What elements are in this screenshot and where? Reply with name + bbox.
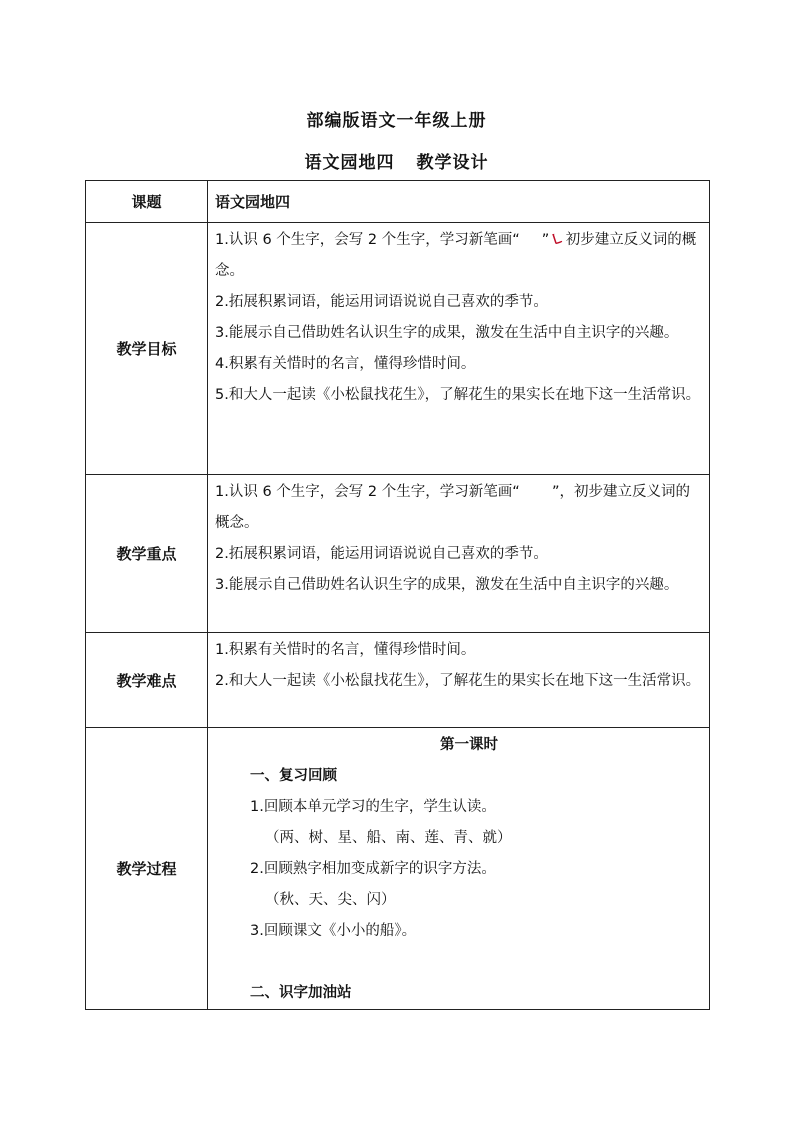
topic-cell — [208, 181, 710, 223]
difficulties-cell — [208, 633, 710, 728]
difficulty-2: 2.和大人一起读《小松鼠找花生》，了解花生的果实长在地下这一生活常识。 — [215, 673, 701, 689]
row-topic — [86, 181, 710, 223]
row-process — [86, 728, 710, 1010]
goals-cell — [208, 223, 710, 475]
key-points-label: 教学重点 — [86, 475, 208, 633]
process-step-1-chars: （两、树、星、船、南、莲、青、就） — [265, 830, 512, 846]
subtitle-type: 教学设计 — [416, 153, 489, 173]
topic-label: 课题 — [86, 181, 208, 223]
document-subtitle — [0, 148, 793, 173]
subtitle-unit: 语文园地四 — [304, 153, 395, 173]
difficulty-1: 1.积累有关惜时的名言，懂得珍惜时间。 — [215, 642, 476, 658]
process-step-3: 3.回顾课文《小小的船》。 — [250, 923, 417, 939]
goal-item-5: 5.和大人一起读《小松鼠找花生》，了解花生的果实长在地下这一生活常识。 — [215, 387, 701, 403]
key-point-2: 2.拓展积累词语，能运用词语说说自己喜欢的季节。 — [215, 546, 548, 562]
key-point-3: 3.能展示自己借助姓名认识生字的成果，激发在生活中自主识字的兴趣。 — [215, 577, 679, 593]
process-cell — [208, 728, 710, 1010]
process-step-2-chars: （秋、天、尖、闪） — [265, 892, 396, 908]
topic-value: 语文园地四 — [215, 192, 291, 211]
process-step-1: 1.回顾本单元学习的生字，学生认读。 — [250, 799, 496, 815]
difficulties-label: 教学难点 — [86, 633, 208, 728]
key-points-cell — [208, 475, 710, 633]
row-goals — [86, 223, 710, 475]
lesson-plan-table — [85, 180, 710, 1010]
row-difficulties — [86, 633, 710, 728]
stroke-mark: ㇄ — [547, 230, 567, 250]
row-key-points — [86, 475, 710, 633]
goal-item-2: 2.拓展积累词语，能运用词语说说自己喜欢的季节。 — [215, 294, 548, 310]
lesson-title: 第一课时 — [440, 737, 498, 753]
section-literacy: 二、识字加油站 — [250, 985, 352, 1001]
blank-line — [215, 947, 703, 978]
process-label: 教学过程 — [86, 728, 208, 1010]
goals-label: 教学目标 — [86, 223, 208, 475]
goal-item-4: 4.积累有关惜时的名言，懂得珍惜时间。 — [215, 356, 476, 372]
goal-item-1-text-b: 初步建立反义词的概念。 — [215, 232, 697, 279]
process-step-2: 2.回顾熟字相加变成新字的识字方法。 — [250, 861, 496, 877]
goal-item-1-text-a: 1.认识 6 个生字，会写 2 个生字，学习新笔画“ — [215, 232, 520, 248]
goal-item-3: 3.能展示自己借助姓名认识生字的成果，激发在生活中自主识字的兴趣。 — [215, 325, 679, 341]
key-point-1: 1.认识 6 个生字，会写 2 个生字，学习新笔画“ ”，初步建立反义词的概念。 — [215, 484, 691, 531]
document-title: 部编版语文一年级上册 — [306, 111, 487, 131]
goal-item-1: 1.认识 6 个生字，会写 2 个生字，学习新笔画“ ”㇄初步建立反义词的概念。 — [215, 225, 703, 287]
section-review: 一、复习回顾 — [250, 768, 337, 784]
